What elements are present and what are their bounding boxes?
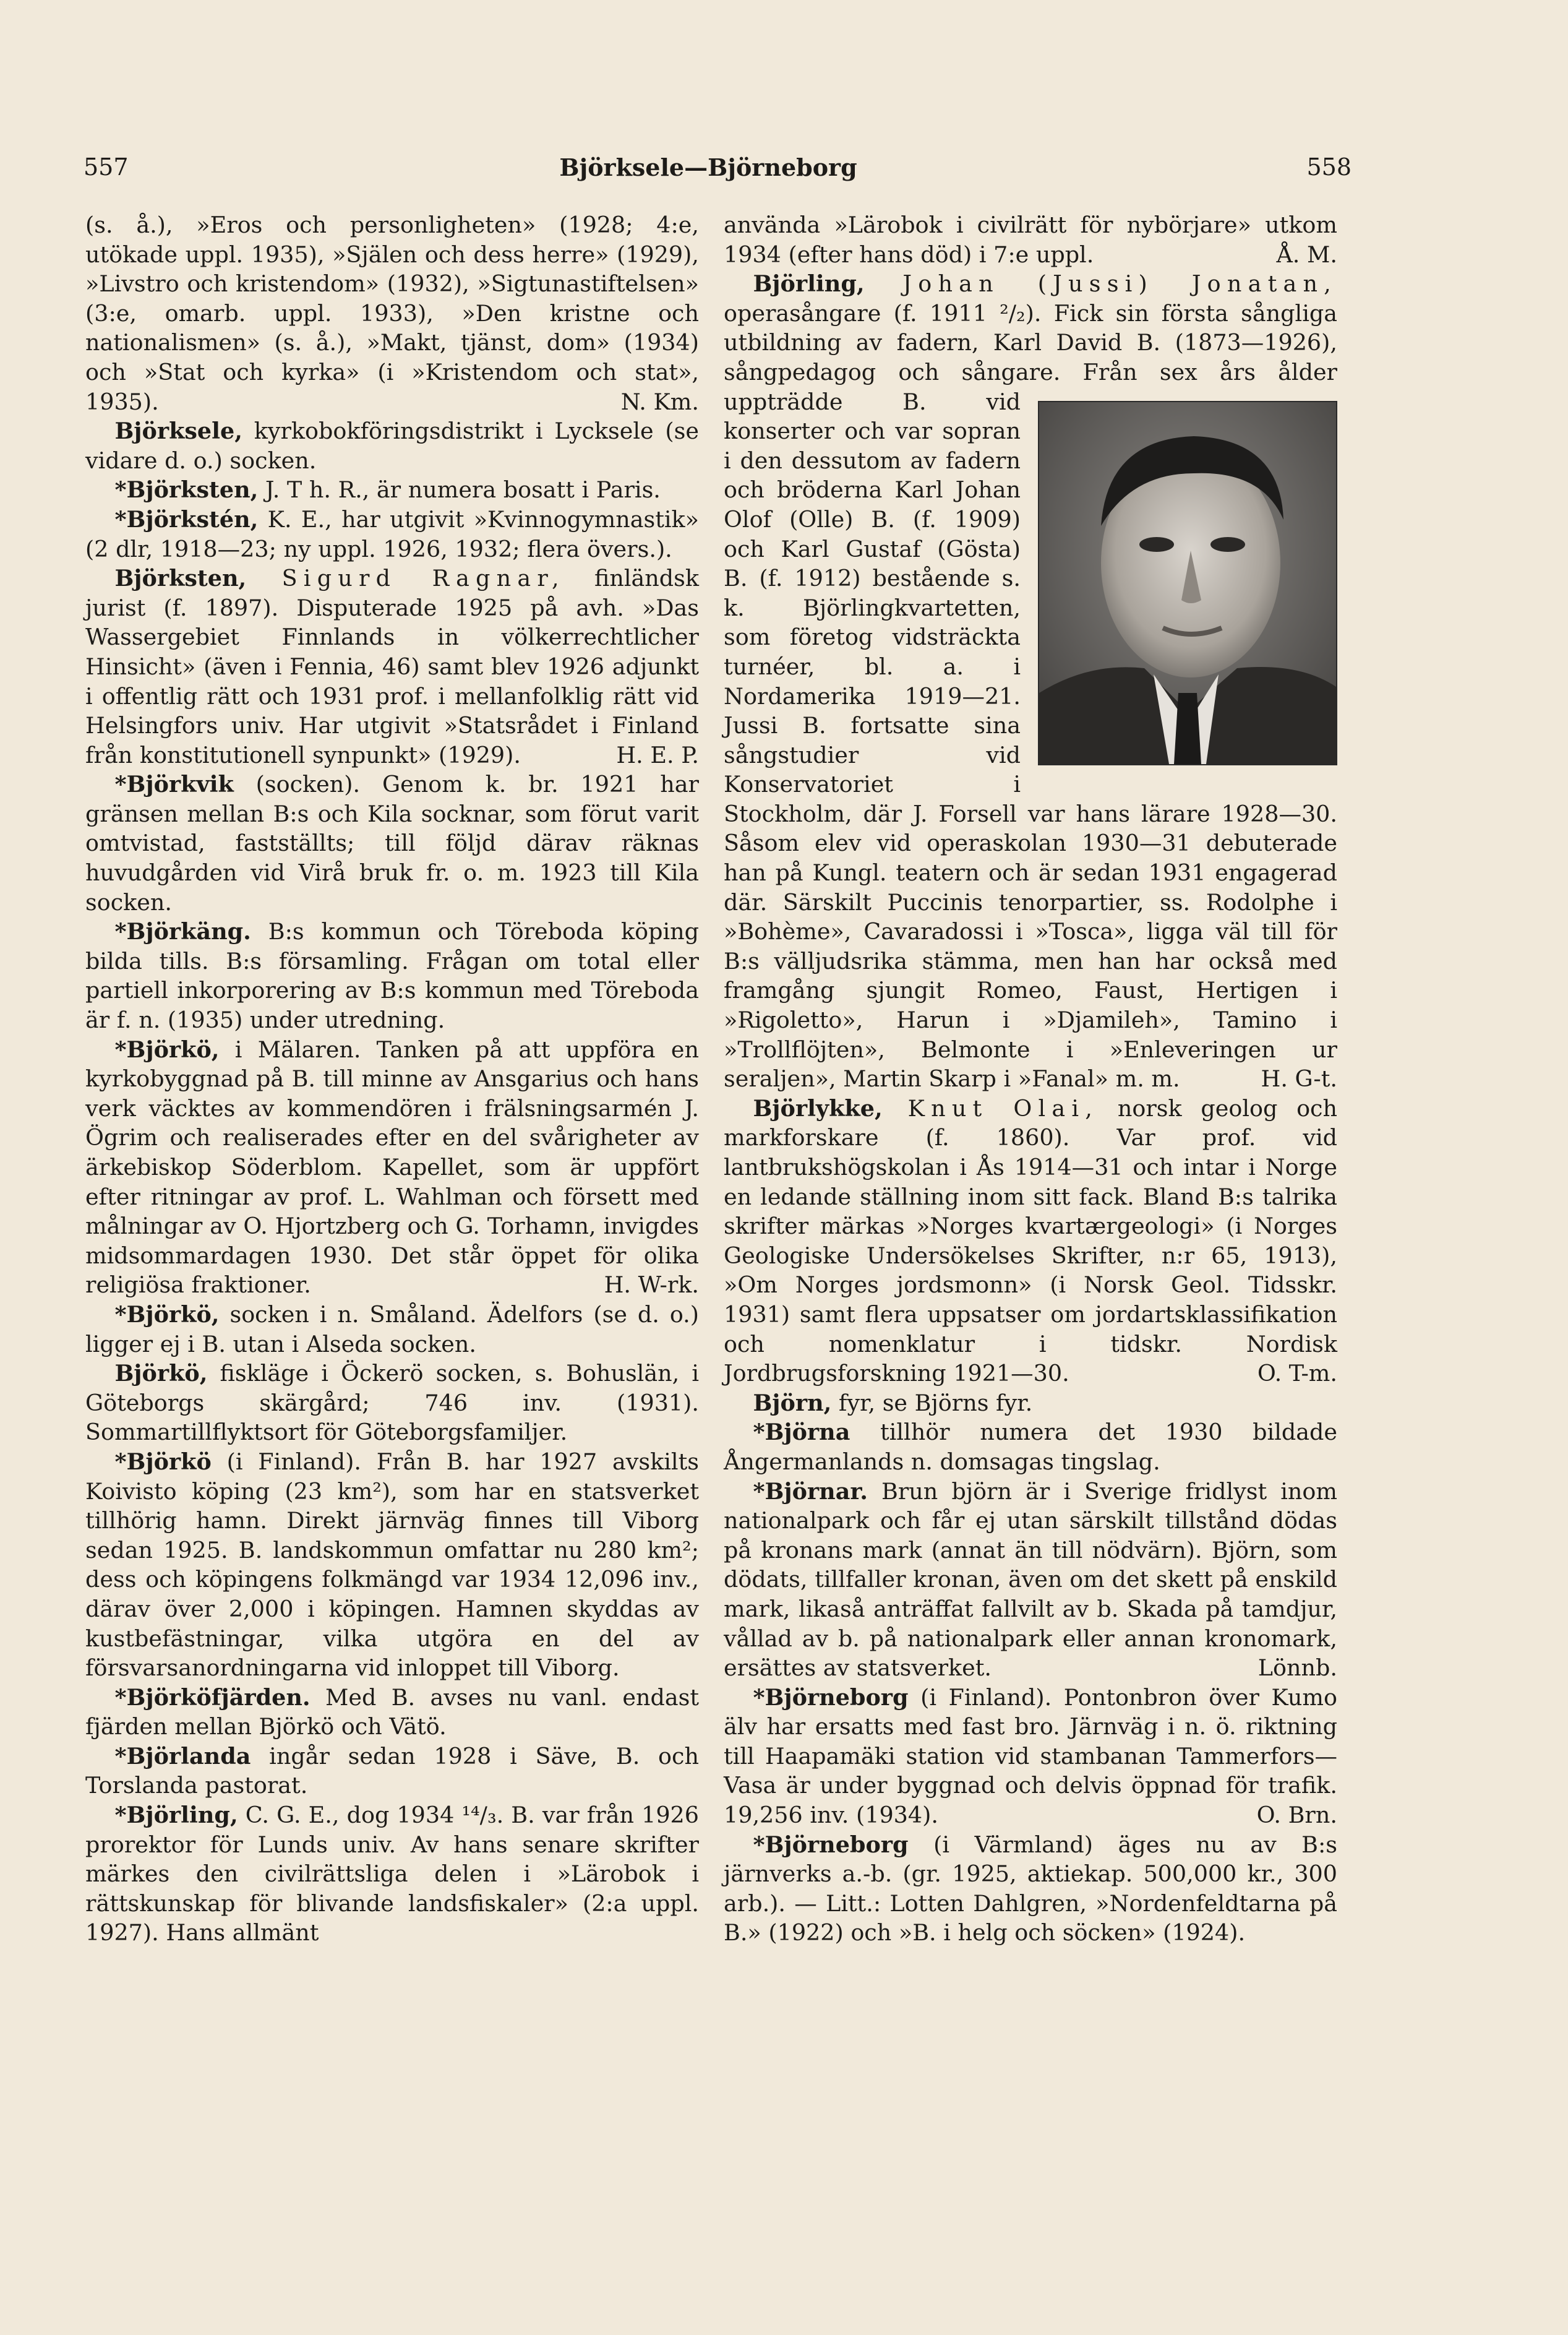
entry-bjornar: *Björnar. Brun björn är i Sverige fridlyst inom nationalpark och får ej utan särskilt tillstånd dödas på kronans mark (annat än till nödvärn). Björn, som dödats, tillfaller kronan, även om det skett på enskild mark, likaså anträffat fallvilt av b. Skada på tamdjur, vållad av b. på nationalpark eller annan kronomark, ersättes av statsverket. Lönnb.	[724, 1477, 1337, 1683]
author-signature: O. T-m.	[1257, 1360, 1337, 1387]
right-page-number: 558	[1306, 153, 1352, 181]
entry-bjorna: *Björna tillhör numera det 1930 bildade Ångermanlands n. domsagas tingslag.	[724, 1419, 1337, 1475]
entry-headword: *Björkäng.	[114, 918, 251, 945]
entry-headword: Björksele,	[114, 418, 242, 445]
entry-continuation: (s. å.), »Eros och personligheten» (1928; 4:e, utökade uppl. 1935), »Själen och dess herre» (1929), »Livstro och kristendom» (1932), »Sigtunastiftelsen» (3:e, omarb. uppl. 1933), »Den kristne och nationalismen» (s. å.), »Makt, tjänst, dom» (1934) och »Stat och kyrka» (i »Kristendom och stat», 1935). N. Km.	[85, 210, 699, 416]
entry-bjorneborg-varmland: *Björneborg (i Värmland) äges nu av B:s järnverks a.-b. (gr. 1925, aktiekap. 500,000 kr., 300 arb.). — Litt.: Lotten Dahlgren, »Nordenfeldtarna på B.» (1922) och »B. i helg och söcken» (1924).	[724, 1831, 1337, 1946]
running-title: Björksele—Björneborg	[559, 153, 857, 181]
author-signature: H. E. P.	[616, 741, 699, 768]
entry-bjorkang: *Björkäng. B:s kommun och Töreboda köping bilda tills. B:s församling. Frågan om total eller partiell inkorporering av B:s kommun med Töreboda är f. n. (1935) under utredning.	[85, 918, 699, 1034]
entry-name-spaced: Knut Olai,	[882, 1094, 1099, 1122]
entry-bjorksten-j: *Björksten, J. T h. R., är numera bosatt i Paris.	[114, 476, 661, 504]
entry-bjorling-jussi: Björling, Johan (Jussi) Jonatan, operasångare (f. 1911 ²/₂). Fick sin första sångliga utbildning av fadern, Karl David B. (1873—1926), sångpedagog och sångare. Från sex års ålder uppträdde B. vid konserter och var sopran i den dessutom av fadern och bröderna Karl Johan Olof (Olle) B. (f. 1909) och Karl Gustaf (Gösta) B. (f. 1912) bestående s. k. Björlingkvartetten, som företog vidsträckta turnéer, bl. a. i Nordamerika 1919—21. Jussi B. fortsatte sina sångstudier vid Konservatoriet i Stockholm, där J. Forsell var hans lärare 1928—30. Såsom elev vid operaskolan 1930—31 debuterade han på Kungl. teatern och är sedan 1931 engagerad där. Särskilt Puccinis tenorpartier, ss. Rodolphe i »Bohème», Cavaradossi i »Tosca», ligga väl till för B:s välljudsrika stämma, men han har också med framgång sjungit Romeo, Faust, Hertigen i »Rigoletto», Harun i »Djamileh», Tamino i »Trollflöjten», Belmonte i »Enleveringen ur seraljen», Martin Skarp i »Fanal» m. m. H. G-t.	[724, 269, 1337, 1094]
entry-bjorksele: Björksele, kyrkobokföringsdistrikt i Lycksele (se vidare d. o.) socken.	[85, 418, 699, 474]
entry-headword: Björn,	[753, 1389, 832, 1416]
entry-headword: Björling,	[753, 270, 865, 298]
entry-headword: *Björksten,	[114, 476, 259, 504]
entry-continuation: använda »Lärobok i civilrätt för nybörjare» utkom 1934 (efter hans död) i 7:e uppl. Å. M.	[724, 210, 1337, 269]
entry-bjorko-bohuslan: Björkö, fiskläge i Öckerö socken, s. Bohuslän, i Göteborgs skärgård; 746 inv. (1931). Sommartillflyktsort för Göteborgsfamiljer.	[85, 1360, 699, 1446]
entry-bjorling-cge: *Björling, C. G. E., dog 1934 ¹⁴/₃. B. var från 1926 prorektor för Lunds univ. Av hans senare skrifter märkes den civilrättsliga delen i »Lärobok i rättskunskap för blivande landsfiskaler» (2:a uppl. 1927). Hans allmänt	[85, 1802, 699, 1946]
entry-bjorko-finland: *Björkö (i Finland). Från B. har 1927 avskilts Koivisto köping (23 km²), som har en statsverket tillhörig hamn. Direkt järnväg finnes till Viborg sedan 1925. B. landskommun omfattar nu 280 km²; dess och köpingens folkmängd var 1934 12,096 inv., därav över 2,000 i köpingen. Hamnen skyddas av kustbefästningar, vilka utgöra en del av försvarsanordningarna vid inloppet till Viborg.	[85, 1448, 699, 1682]
entry-bjorneborg-finland: *Björneborg (i Finland). Pontonbron över Kumo älv har ersatts med fast bro. Järnväg i n. ö. riktning till Haapamäki station vid stambanan Tammerfors—Vasa är under byggnad och delvis öppnad för trafik. 19,256 inv. (1934). O. Brn.	[724, 1683, 1337, 1830]
left-column	[85, 210, 699, 1948]
entry-headword: Björksten,	[114, 565, 247, 592]
entry-bjorko-smaland: *Björkö, socken i n. Småland. Ädelfors (se d. o.) ligger ej i B. utan i Alseda socken.	[85, 1301, 699, 1357]
entry-bjorkvik: *Björkvik (socken). Genom k. br. 1921 har gränsen mellan B:s och Kila socknar, som förut varit omtvistad, fastställts; till följd därav räknas huvudgården vid Virå bruk fr. o. m. 1923 till Kila socken.	[85, 771, 699, 916]
entry-name-spaced: Sigurd Ragnar,	[246, 565, 565, 592]
entry-bjorko-malaren: *Björkö, i Mälaren. Tanken på att uppföra en kyrkobyggnad på B. till minne av Ansgarius och hans verk väcktes av kommendören i frälsningsarmén J. Ögrim och realiserades efter en del svårigheter av ärkebiskop Söderblom. Kapellet, som är uppfört efter ritningar av prof. L. Wahlman och försett med målningar av O. Hjortzberg och G. Torhamn, invigdes midsommardagen 1930. Det står öppet för olika religiösa fraktioner. H. W-rk.	[85, 1035, 699, 1300]
author-signature: Lönnb.	[1257, 1654, 1337, 1682]
entry-bjorkofjarden: *Björköfjärden. Med B. avses nu vanl. endast fjärden mellan Björkö och Vätö.	[85, 1684, 699, 1740]
author-signature: Å. M.	[1276, 241, 1337, 268]
entry-bjorksten-k: *Björkstén, K. E., har utgivit »Kvinnogymnastik» (2 dlr, 1918—23; ny uppl. 1926, 1932; flera övers.).	[85, 505, 699, 562]
entry-headword: *Björkö,	[114, 1036, 220, 1063]
entry-headword: Björkö,	[114, 1360, 208, 1387]
entry-headword: *Björnar.	[753, 1477, 868, 1505]
entry-headword: *Björlanda	[114, 1742, 251, 1770]
entry-headword: *Björling,	[114, 1802, 238, 1829]
entry-bjorlykke: Björlykke, Knut Olai, norsk geolog och markforskare (f. 1860). Var prof. vid lantbrukshögskolan i Ås 1914—31 och intar i Norge en ledande ställning inom sitt fack. Bland B:s talrika skrifter märkas »Norges kvartærgeologi» (i Norges Geologiske Undersökelses Skrifter, n:r 65, 1913), »Om Norges jordsmonn» (i Norsk Geol. Tidsskr. 1931) samt flera uppsatser om jordartsklassifikation och nomenklatur i tidskr. Nordisk Jordbrugsforskning 1921—30. O. T-m.	[724, 1094, 1337, 1388]
entry-headword: *Björkstén,	[114, 505, 259, 533]
entry-bjorksten-s: Björksten, Sigurd Ragnar, finländsk jurist (f. 1897). Disputerade 1925 på avh. »Das Wassergebiet Finnlands in völkerrechtlicher Hinsicht» (även i Fennia, 46) samt blev 1926 adjunkt i offentlig rätt och 1931 prof. i mellanfolklig rätt vid Helsingfors univ. Har utgivit »Statsrådet i Finland från konstitutionell synpunkt» (1929). H. E. P.	[85, 564, 699, 770]
entry-headword: *Björkö,	[114, 1301, 220, 1328]
author-signature: O. Brn.	[1256, 1802, 1337, 1829]
entry-headword: Björlykke,	[753, 1094, 883, 1122]
author-signature: N. Km.	[620, 388, 699, 415]
author-signature: H. W-rk.	[604, 1271, 699, 1299]
entry-headword: *Björkö	[114, 1448, 212, 1475]
entry-name-spaced: Johan (Jussi) Jonatan,	[864, 270, 1337, 298]
right-column	[724, 210, 1337, 1948]
entry-headword: *Björneborg	[753, 1684, 909, 1711]
portrait-photo	[1038, 401, 1337, 765]
author-signature: H. G-t.	[1261, 1065, 1337, 1093]
entry-bjorn: Björn, fyr, se Björns fyr.	[753, 1389, 1033, 1416]
entry-headword: *Björneborg	[753, 1831, 909, 1858]
entry-headword: *Björna	[753, 1419, 850, 1446]
entry-headword: *Björköfjärden.	[114, 1684, 311, 1711]
left-page-number: 557	[84, 153, 129, 181]
entry-headword: *Björkvik	[114, 771, 234, 798]
entry-bjorlanda: *Björlanda ingår sedan 1928 i Säve, B. och Torslanda pastorat.	[85, 1742, 699, 1799]
